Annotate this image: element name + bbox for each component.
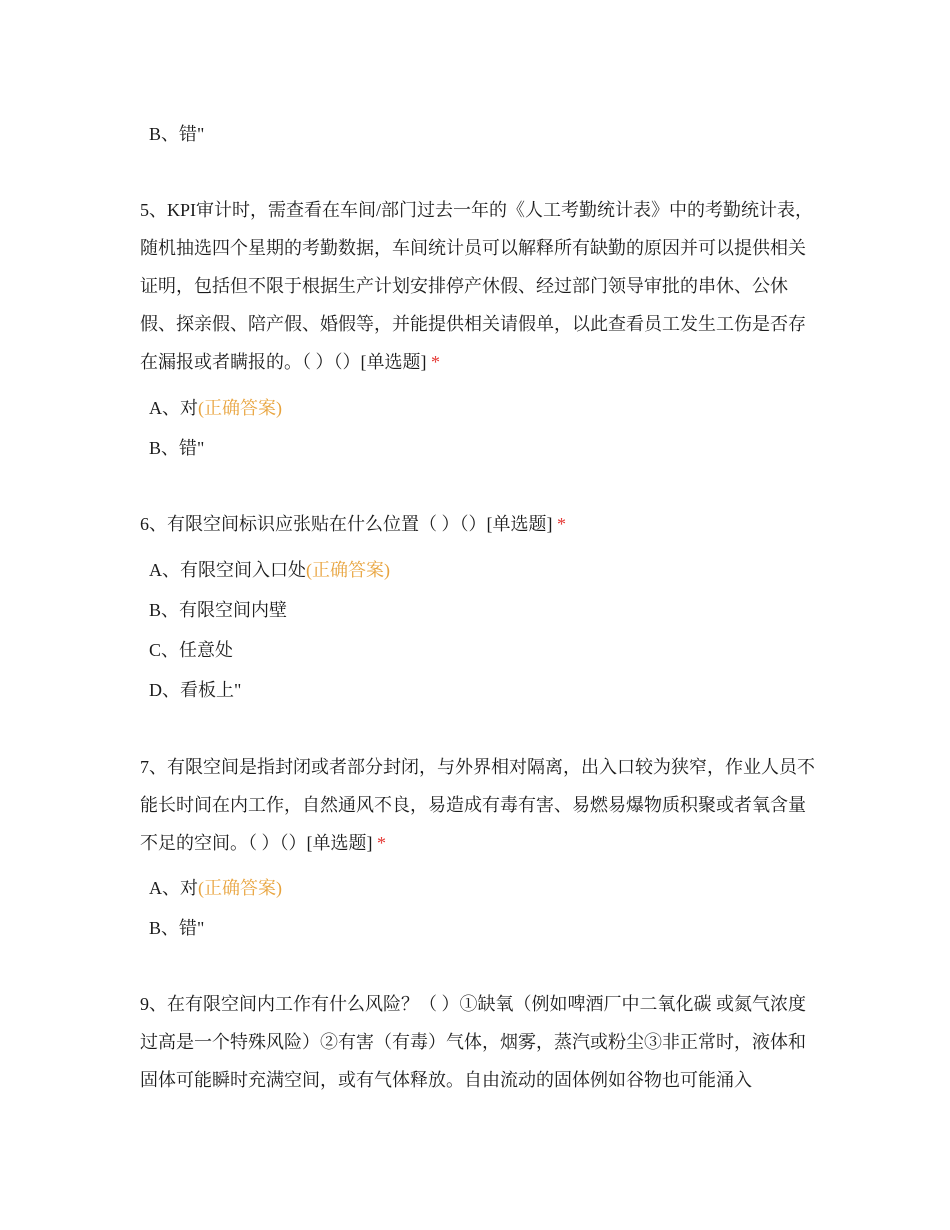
required-marker: *: [557, 514, 566, 534]
question-text: 5、KPI审计时，需查看在车间/部门过去一年的《人工考勤统计表》中的考勤统计表，随机抽选四个星期的考勤数据，车间统计员可以解释所有缺勤的原因并可以提供相关证明，包括但不限于根据生产计划安排停产休假、经过部门领导审批的串休、公休假、探亲假、陪产假、婚假等，并能提供相关请假单，以此查看员工发生工伤是否存在漏报或者瞒报的。（ ）（）[单选题]: [140, 200, 814, 372]
correct-answer-tag: (正确答案): [306, 560, 390, 580]
option-c[interactable]: [149, 639, 233, 661]
correct-answer-tag: (正确答案): [198, 878, 282, 898]
required-marker: *: [431, 352, 440, 372]
option-b[interactable]: [149, 437, 204, 459]
question-text: 9、在有限空间内工作有什么风险？（ ）①缺氧（例如啤酒厂中二氧化碳 或氮气浓度过高是一个特殊风险）②有害（有毒）气体，烟雾，蒸汽或粉尘③非正常时，液体和固体可能瞬时充满空间，或有气体释放。自由流动的固体例如谷物也可能涌入: [140, 994, 806, 1090]
option-b[interactable]: [149, 123, 204, 145]
option-label: B、有限空间内壁: [149, 600, 288, 620]
option-label: B、错": [149, 124, 205, 144]
option-label: A、对: [149, 878, 198, 898]
option-label: A、有限空间入口处: [149, 560, 306, 580]
option-d[interactable]: [149, 679, 241, 701]
option-b[interactable]: [149, 599, 287, 621]
question-9: [140, 985, 815, 1099]
option-label: B、错": [149, 438, 205, 458]
question-6: [140, 505, 815, 543]
option-a[interactable]: [149, 559, 390, 581]
option-label: D、看板上": [149, 680, 242, 700]
required-marker: *: [377, 833, 386, 853]
option-a[interactable]: [149, 877, 282, 899]
option-label: B、错": [149, 918, 205, 938]
option-b[interactable]: [149, 917, 204, 939]
option-label: A、对: [149, 398, 198, 418]
correct-answer-tag: (正确答案): [198, 398, 282, 418]
option-label: C、任意处: [149, 640, 234, 660]
option-a[interactable]: [149, 397, 282, 419]
question-text: 7、有限空间是指封闭或者部分封闭，与外界相对隔离，出入口较为狭窄，作业人员不能长时间在内工作，自然通风不良，易造成有毒有害、易燃易爆物质积聚或者氧含量不足的空间。（ ）（）[单选题]: [140, 757, 815, 853]
question-5: [140, 191, 815, 381]
question-text: 6、有限空间标识应张贴在什么位置（ ）（）[单选题]: [140, 514, 553, 534]
question-7: [140, 748, 815, 862]
